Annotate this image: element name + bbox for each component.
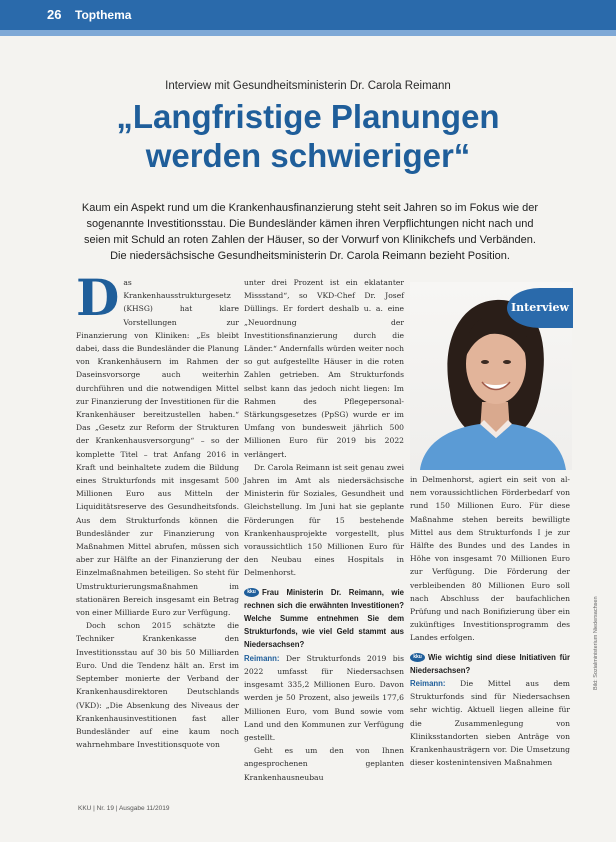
article-lead: Kaum ein Aspekt rund um die Krankenhausfinanzierung steht seit Jahren so im Fokus wie der sogenannte Investitionsstau. Die Bundesländer kämen ihren Verpflichtungen nicht nach und seien mit Schuld an roten Zahlen der Häuser, so der Vorwurf von Klinikchefs und Verbänden. Die niedersächsische Gesundheitsministerin Dr. Carola Reimann bezieht Position. — [81, 202, 539, 262]
paragraph: Geht es um den von Ihnen angesprochenen geplanten Krankenhausneubau — [244, 746, 404, 782]
question-text: Frau Ministerin Dr. Reimann, wie rechnen sich die erwähnten Investitionen? Welche Summe entnehmen Sie dem Strukturfonds, wie viel Geld stammt aus Niedersachsen? — [244, 587, 404, 650]
page-number: 26 — [47, 7, 62, 22]
speaker-label: Reimann: — [410, 679, 446, 689]
speaker-label: Reimann: — [244, 653, 280, 663]
title-line-1: „Langfristige Planungen — [116, 98, 500, 135]
paragraph: unter drei Prozent ist ein eklatanter Missstand“, so VKD-Chef Dr. Josef Düllings. Er fordert deshalb u. a. eine „Neuordnung der Investitionsfinanzierung durch die Länder.“ Andernfalls würden weiter noch so gut aufgestellte Häuser in die roten Zahlen getrieben. Am Strukturfonds selbst kann das jedoch nicht liegen: Im Rahmen des Pflegepersonal-Stärkungsgesetzes (PpSG) wurde er im Umfang von bundesweit jährlich 500 Millionen Euro für 2019 bis 2022 verlängert. — [244, 278, 404, 459]
question — [244, 586, 404, 652]
section-label: Topthema — [75, 8, 132, 22]
drop-cap: D — [76, 268, 120, 327]
column-3 — [410, 473, 570, 769]
answer — [244, 652, 404, 744]
article-kicker: Interview mit Gesundheitsministerin Dr. Carola Reimann — [165, 80, 451, 92]
column-2 — [244, 276, 404, 784]
paragraph: in Delmenhorst, agiert ein seit von al- nem voraussichtlichen Förderbedarf von rund 150 Millionen Euro. Für diese Maßnahme stehen bereits bewilligte Mittel aus dem Strukturfonds I je zur Hälfte des Bundes und des Landes in Höhe von insgesamt 70 Millionen Euro zur Verfügung. Die Förderung der verbleibenden 80 Millionen Euro soll nach Abschluss der baufachlichen Prüfung und nach Bonifizierung über ein zukünftiges Investitionsprogramm des Landes erfolgen. — [410, 475, 570, 643]
question-text: Wie wichtig sind diese Initiativen für Niedersachsen? — [410, 652, 570, 675]
paragraph: Doch schon 2015 schätzte die Techniker Krankenkasse den Investitionsstau auf 30 bis 50 Milliarden Euro. Und die Tendenz hält an. Erst im September monierte der Verband der Krankenhausdirektoren Deutschlands (VKD): „Die Absenkung des Niveaus der Krankenhausinvestitionen fast aller Bundesländer auf eine kaum noch wahrnehmbare Investitionsquote von — [76, 621, 239, 750]
interview-badge: Interview — [507, 288, 573, 328]
answer-text: Der Strukturfonds 2019 bis 2022 umfasst für Niedersachsen insgesamt 335,2 Millionen Euro. Davon werden je 50 Prozent, also jeweils 177,6 Millionen Euro, vom Bund sowie vom Land und den Kommunen zur Verfügung gestellt. — [244, 653, 404, 742]
question-icon: kku — [244, 588, 259, 597]
photo-credit: Bild: Sozialministerium Niedersachsen — [593, 596, 599, 690]
article-title — [0, 97, 616, 175]
paragraph: Dr. Carola Reimann ist seit genau zwei Jahren im Amt als niedersächsische Ministerin für Soziales, Gesundheit und Gleichstellung. Im Juni hat sie geplante Förderungen für 15 bestehende Krankenhausprojekte vorgestellt, plus voraussichtlich 150 Millionen Euro für den Neubau eines Hospitals in Delmenhorst. — [244, 462, 404, 578]
answer — [410, 677, 570, 769]
header-bar — [0, 0, 616, 36]
paragraph-text: as Krankenhausstrukturgesetz (KHSG) hat klare Vorstellungen zur Finanzierung von Kliniken: „Es bleibt dabei, dass die Bundesländer die Planung von Krankenhäusern im Rahmen der Daseinsvorsorge auch weiterhin durchführen und die notwendigen Mittel zur Finanzierung der Investitionen für die Krankenhäuser bereitzustellen haben.“ Das „Gesetz zur Reform der Strukturen der Krankenhausversorgung“ – so der komplette Titel – trat Anfang 2016 in Kraft und beinhaltete zudem die Bildung eines Strukturfonds mit insgesamt 500 Millionen Euro aus Mitteln der Liquiditätsreserve des Gesundheitsfonds. Aus dem Strukturfonds können die Bundesländer zur Finanzierung von Maßnahmen Mittel abrufen, müssen sich aber zur Hälfte an der Finanzierung der Einzelmaßnahmen beteiligen. So steht für Umstrukturierungsmaßnahmen im stationären Bereich insgesamt ein Betrag von einer Milliarde Euro zur Verfügung. — [76, 278, 239, 618]
column-1 — [76, 268, 239, 751]
title-line-2: werden schwieriger“ — [145, 137, 471, 174]
question — [410, 651, 570, 677]
answer-text: Die Mittel aus dem Strukturfonds sind für Niedersachsen sehr wichtig. Aktuell liegen alleine für die Zusammenlegung von Kliniksstandorten sieben Anträge von Krankenhausträgern vor. Die Umsetzung dieser kostenintensiven Maßnahmen — [410, 679, 570, 768]
question-icon: kku — [410, 653, 425, 662]
page-footer: KKU | Nr. 19 | Ausgabe 11/2019 — [78, 805, 170, 812]
paragraph — [76, 268, 239, 619]
